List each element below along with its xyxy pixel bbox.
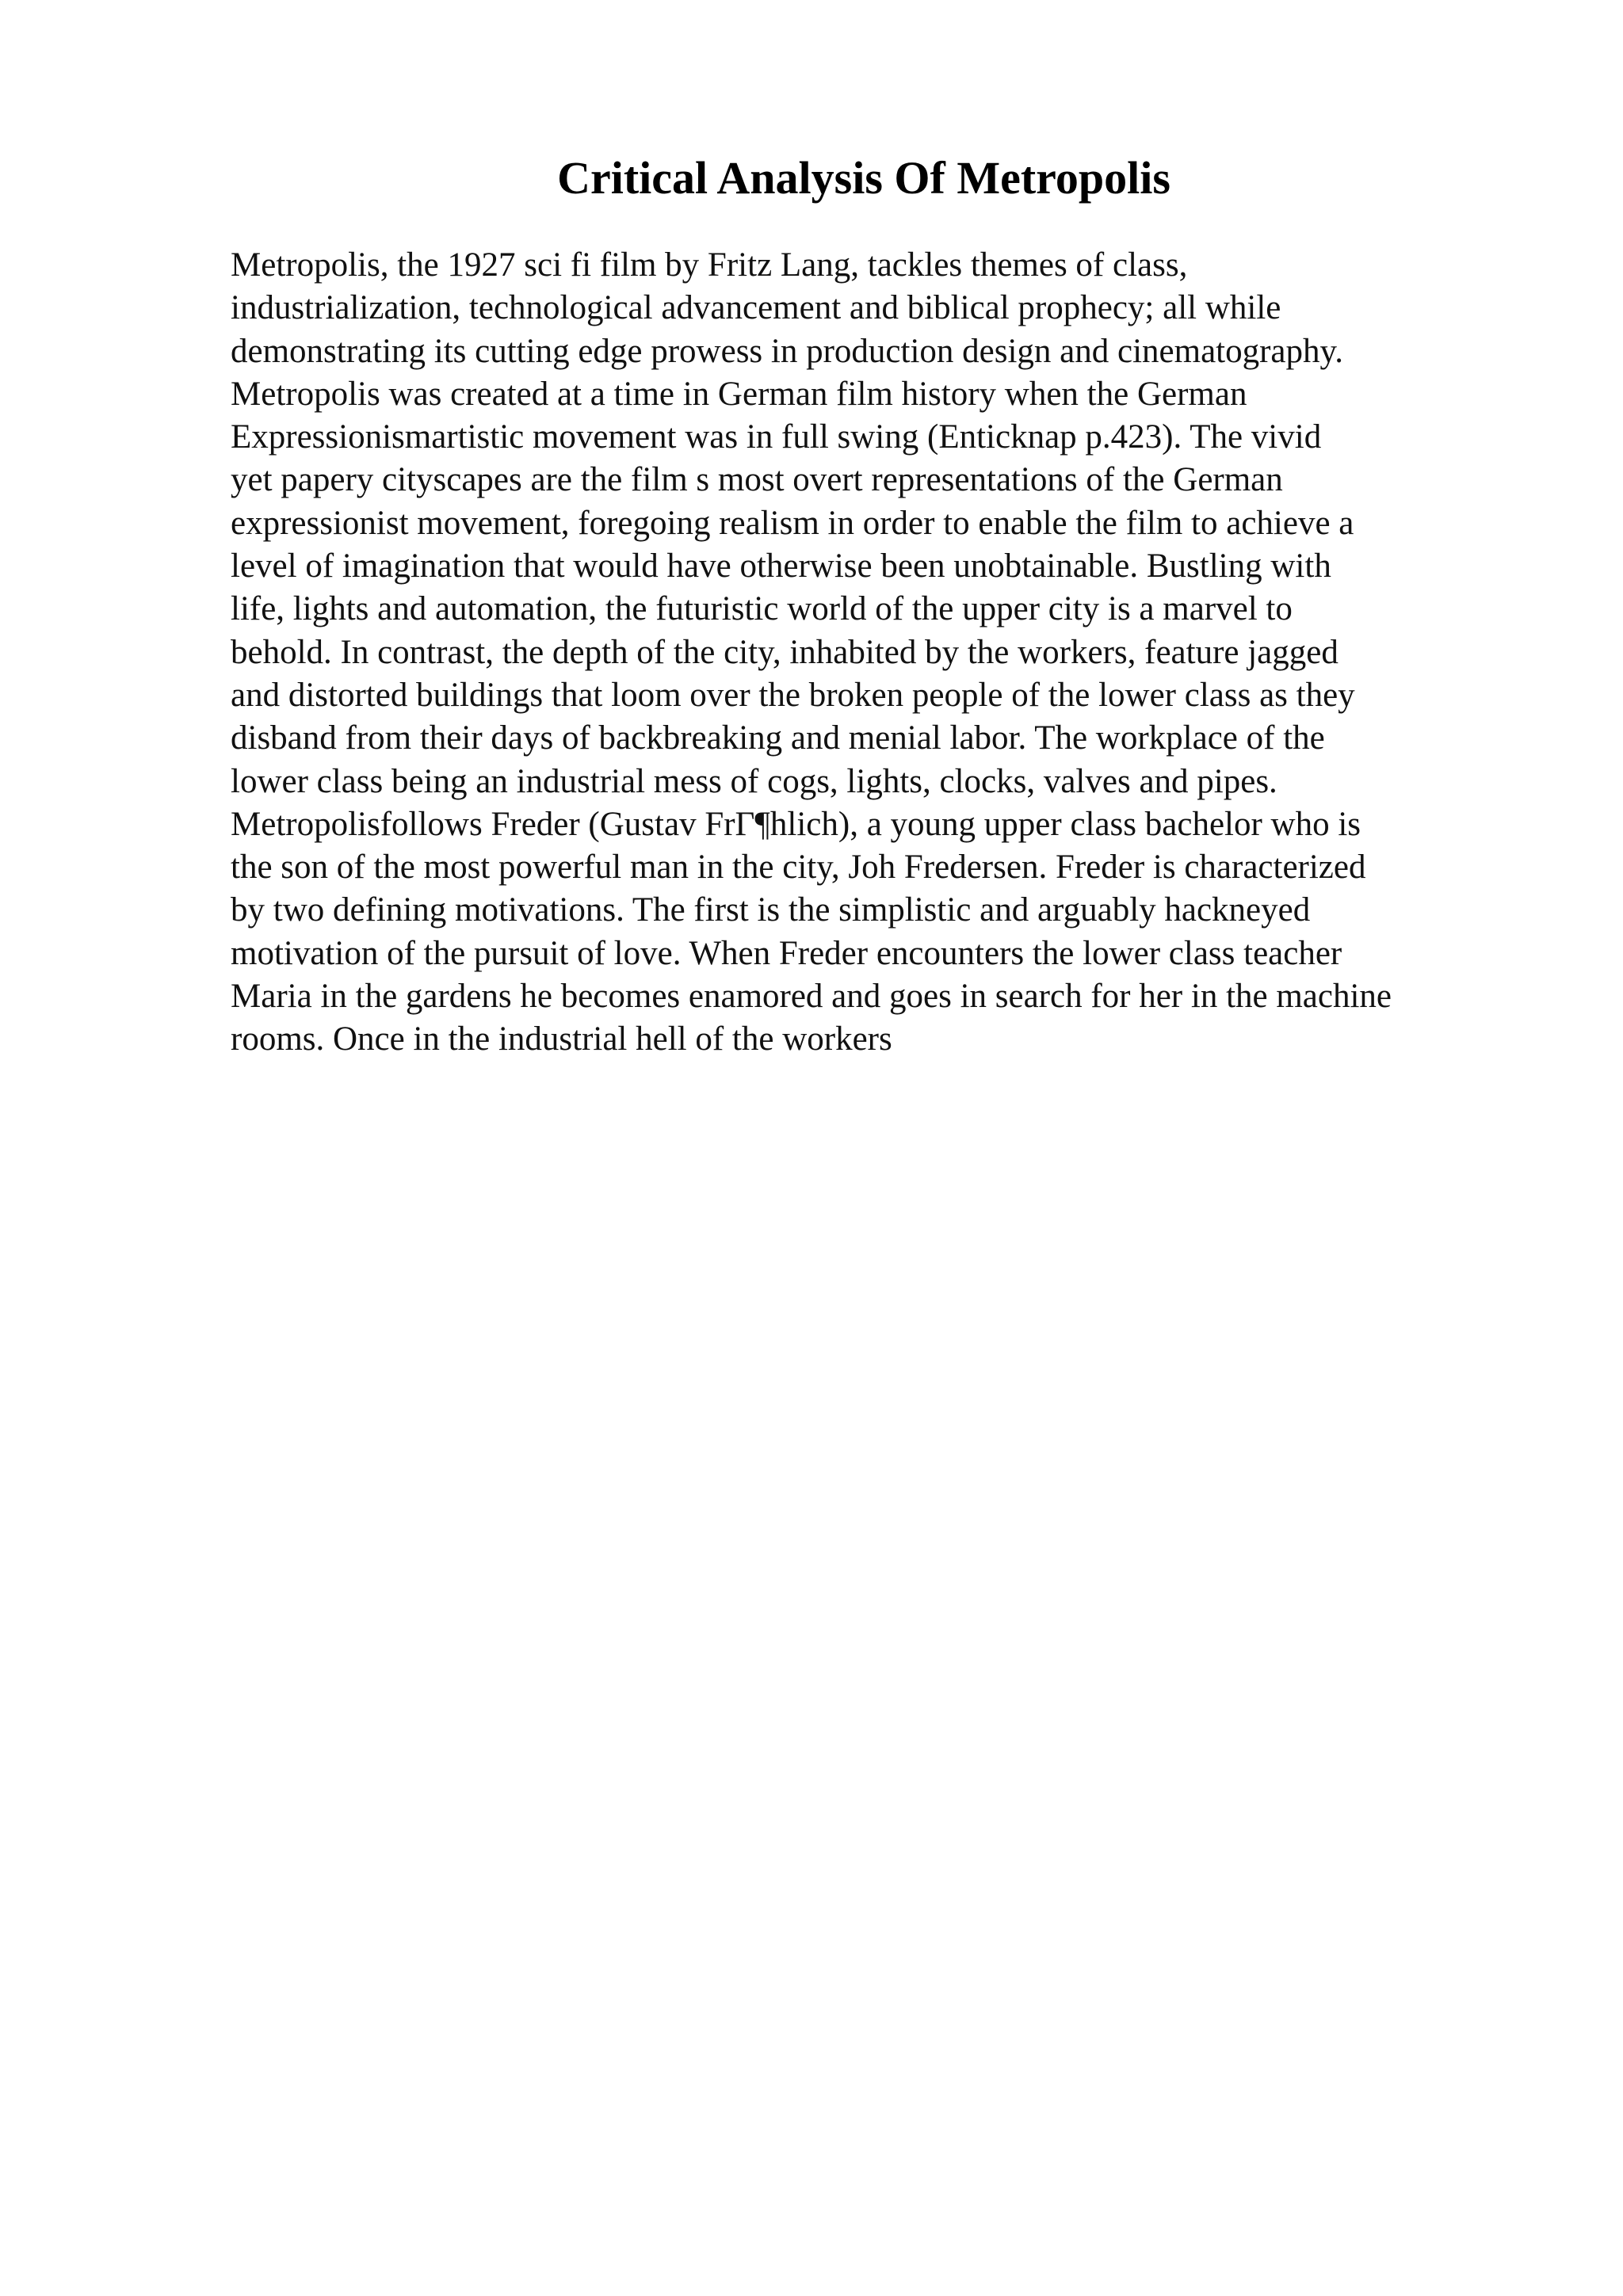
body-line: Expressionismartistic movement was in full swing (Enticknap p.423). The vivid (231, 418, 1322, 456)
body-line: level of imagination that would have otherwise been unobtainable. Bustling with (231, 547, 1331, 585)
body-line: by two defining motivations. The first is the simplistic and arguably hackneyed (231, 891, 1311, 929)
body-line: industrialization, technological advancement and biblical prophecy; all while (231, 289, 1281, 327)
document-body (231, 244, 1594, 1062)
body-line: the son of the most powerful man in the city, Joh Fredersen. Freder is characterized (231, 849, 1366, 887)
body-line: demonstrating its cutting edge prowess in production design and cinematography. (231, 332, 1343, 370)
body-line: rooms. Once in the industrial hell of the workers (231, 1020, 892, 1058)
body-line: yet papery cityscapes are the film s most overt representations of the German (231, 461, 1283, 499)
body-line: motivation of the pursuit of love. When Freder encounters the lower class teacher (231, 934, 1342, 972)
body-line: expressionist movement, foregoing realism in order to enable the film to achieve a (231, 504, 1354, 542)
body-line: and distorted buildings that loom over the broken people of the lower class as they (231, 676, 1355, 714)
body-line: Metropolis was created at a time in German film history when the German (231, 375, 1247, 413)
body-line: behold. In contrast, the depth of the city, inhabited by the workers, feature jagged (231, 633, 1338, 671)
body-line: Maria in the gardens he becomes enamored and goes in search for her in the machine (231, 978, 1392, 1016)
body-line: Metropolis, the 1927 sci fi film by Fritz Lang, tackles themes of class, (231, 246, 1188, 284)
body-line: Metropolisfollows Freder (Gustav FrГ¶hlich), a young upper class bachelor who is (231, 805, 1361, 843)
body-line: disband from their days of backbreaking and menial labor. The workplace of the (231, 719, 1325, 757)
body-line: life, lights and automation, the futuristic world of the upper city is a marvel to (231, 590, 1293, 628)
body-line: lower class being an industrial mess of cogs, lights, clocks, valves and pipes. (231, 762, 1277, 800)
document-title: Critical Analysis Of Metropolis (557, 152, 1170, 204)
